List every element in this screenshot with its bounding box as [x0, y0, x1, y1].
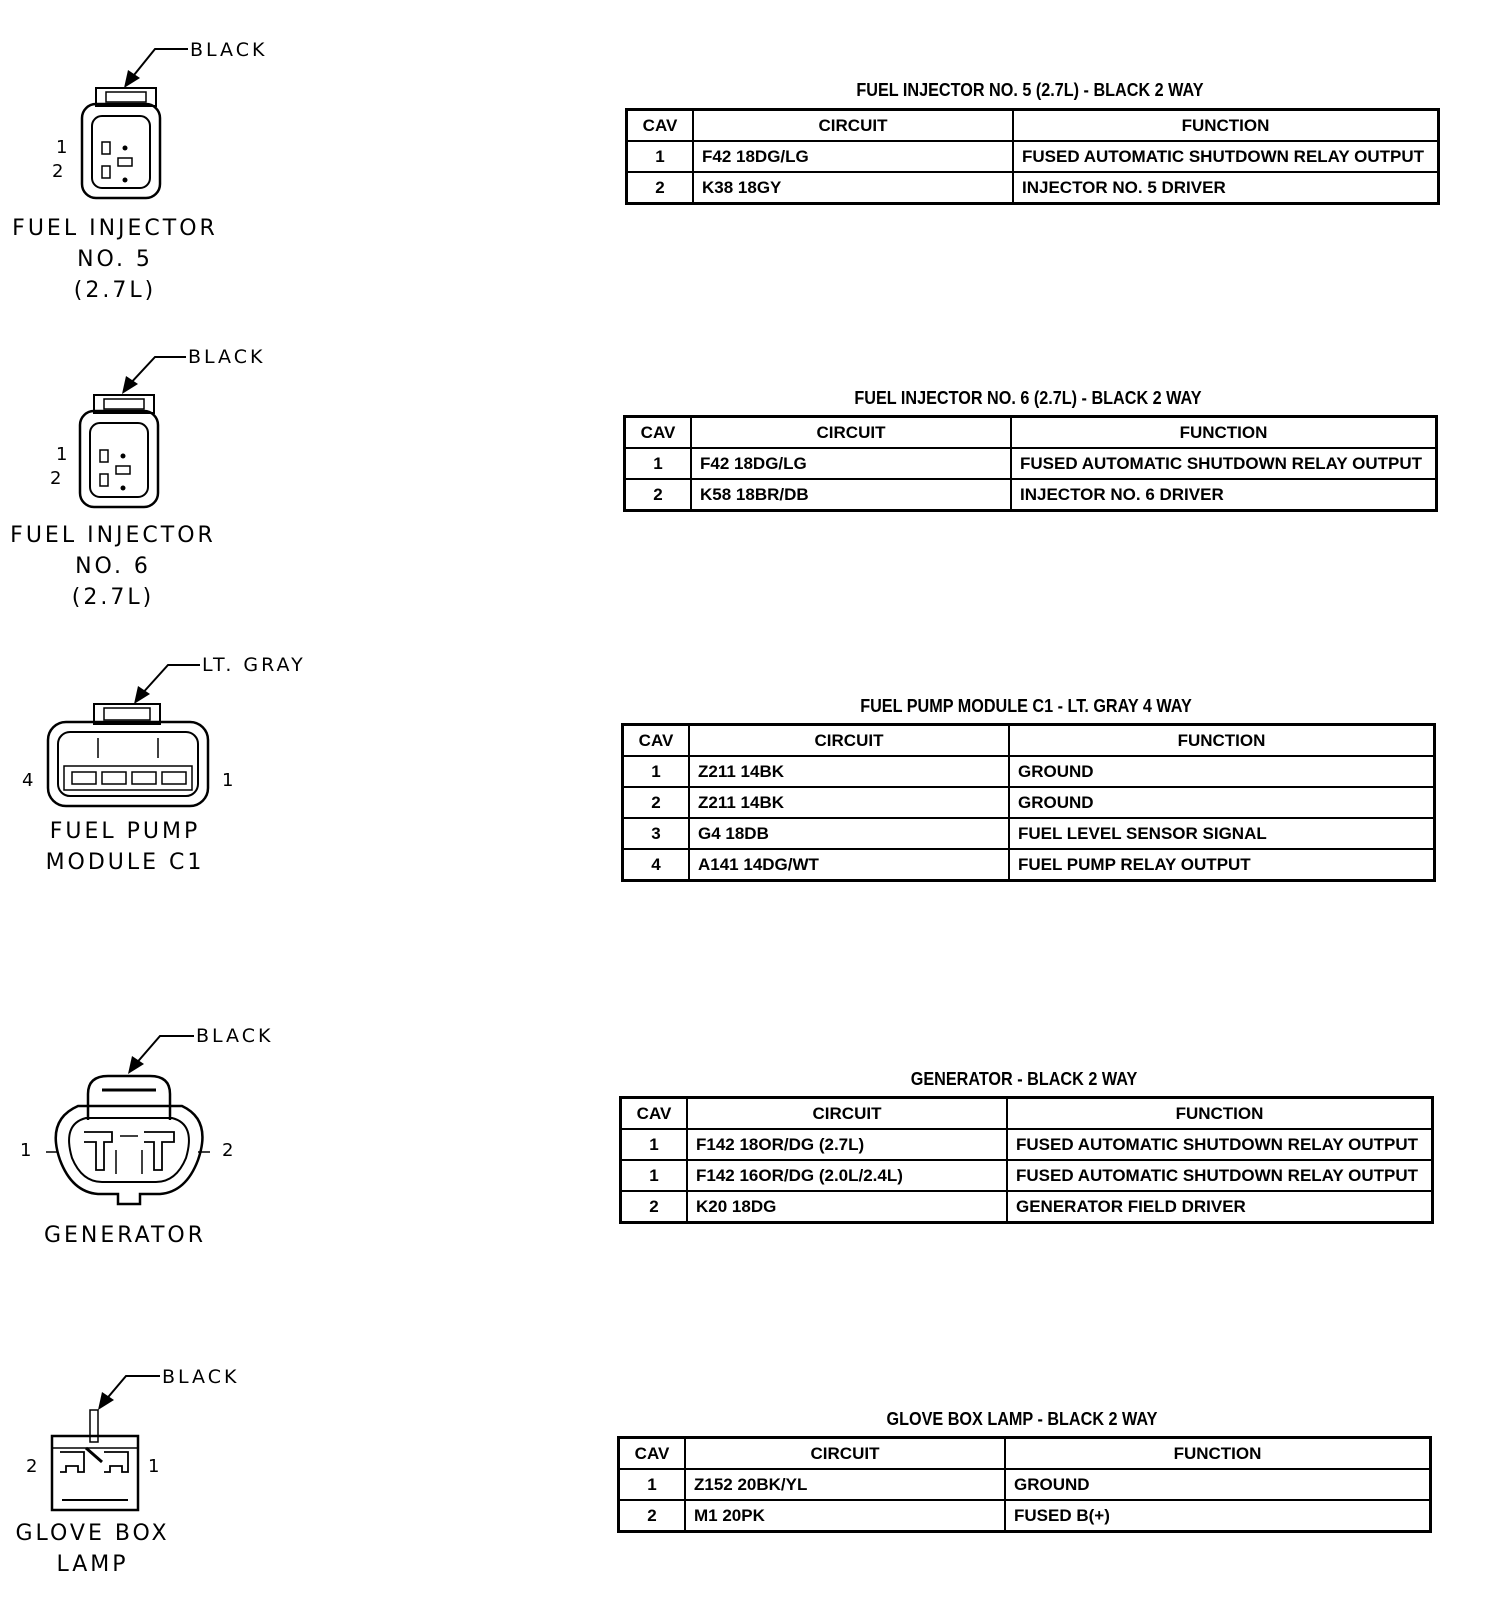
connector-name: GLOVE BOX LAMP: [15, 1521, 170, 1577]
cav-cell: 2: [627, 172, 694, 204]
glove-box-lamp-connector-icon: [0, 0, 320, 1622]
circuit-cell: A141 14DG/WT: [689, 849, 1009, 881]
header-cav: CAV: [623, 725, 690, 757]
cav-cell: 1: [619, 1469, 686, 1500]
table-header-row: [619, 1438, 1431, 1470]
pin-label: 2: [50, 468, 62, 489]
cav-cell: 1: [621, 1160, 688, 1191]
cav-cell: 2: [623, 787, 690, 818]
function-cell: FUSED B(+): [1005, 1500, 1431, 1532]
header-function: FUNCTION: [1005, 1438, 1431, 1470]
table-title: GENERATOR - BLACK 2 WAY: [910, 1069, 1138, 1089]
circuit-cell: K58 18BR/DB: [691, 479, 1011, 511]
header-circuit: CIRCUIT: [687, 1098, 1007, 1130]
pin-label: 1: [20, 1140, 32, 1161]
pin-label: 1: [148, 1456, 160, 1477]
table-row: [619, 1500, 1431, 1532]
header-circuit: CIRCUIT: [693, 110, 1013, 142]
cav-cell: 1: [623, 756, 690, 787]
table-title: FUEL PUMP MODULE C1 - LT. GRAY 4 WAY: [860, 696, 1192, 716]
cav-cell: 2: [621, 1191, 688, 1223]
pin-label: 2: [222, 1140, 234, 1161]
header-cav: CAV: [625, 417, 692, 449]
function-cell: FUSED AUTOMATIC SHUTDOWN RELAY OUTPUT: [1013, 141, 1439, 172]
cav-cell: 1: [627, 141, 694, 172]
circuit-cell: Z152 20BK/YL: [685, 1469, 1005, 1500]
function-cell: GROUND: [1005, 1469, 1431, 1500]
cav-cell: 4: [623, 849, 690, 881]
function-cell: FUEL PUMP RELAY OUTPUT: [1009, 849, 1435, 881]
function-cell: FUSED AUTOMATIC SHUTDOWN RELAY OUTPUT: [1011, 448, 1437, 479]
circuit-cell: Z211 14BK: [689, 756, 1009, 787]
header-function: FUNCTION: [1013, 110, 1439, 142]
function-cell: FUEL LEVEL SENSOR SIGNAL: [1009, 818, 1435, 849]
header-function: FUNCTION: [1007, 1098, 1433, 1130]
table-row: [619, 1469, 1431, 1500]
pin-label: 1: [56, 444, 68, 465]
circuit-cell: F42 18DG/LG: [693, 141, 1013, 172]
pinout-table: [617, 1436, 1432, 1533]
header-cav: CAV: [627, 110, 694, 142]
pin-label: 2: [52, 161, 64, 182]
function-cell: INJECTOR NO. 5 DRIVER: [1013, 172, 1439, 204]
circuit-cell: F142 18OR/DG (2.7L): [687, 1129, 1007, 1160]
circuit-cell: Z211 14BK: [689, 787, 1009, 818]
circuit-cell: K38 18GY: [693, 172, 1013, 204]
header-function: FUNCTION: [1009, 725, 1435, 757]
connector-name: GENERATOR: [43, 1223, 207, 1248]
circuit-cell: K20 18DG: [687, 1191, 1007, 1223]
function-cell: FUSED AUTOMATIC SHUTDOWN RELAY OUTPUT: [1007, 1160, 1433, 1191]
cav-cell: 3: [623, 818, 690, 849]
pin-label: 2: [26, 1456, 38, 1477]
header-cav: CAV: [621, 1098, 688, 1130]
table-title: FUEL INJECTOR NO. 6 (2.7L) - BLACK 2 WAY: [854, 388, 1202, 408]
pin-label: 4: [22, 770, 34, 791]
wire-color-label: LT. GRAY: [202, 654, 306, 676]
cav-cell: 1: [625, 448, 692, 479]
connector-name: FUEL INJECTOR NO. 5 (2.7L): [12, 216, 218, 303]
cav-cell: 1: [621, 1129, 688, 1160]
wire-color-label: BLACK: [188, 346, 266, 368]
wire-color-label: BLACK: [196, 1025, 274, 1047]
function-cell: INJECTOR NO. 6 DRIVER: [1011, 479, 1437, 511]
circuit-cell: F42 18DG/LG: [691, 448, 1011, 479]
wire-color-label: BLACK: [190, 39, 268, 61]
header-circuit: CIRCUIT: [689, 725, 1009, 757]
circuit-cell: M1 20PK: [685, 1500, 1005, 1532]
cav-cell: 2: [619, 1500, 686, 1532]
connector-name: FUEL PUMP MODULE C1: [45, 819, 205, 875]
connector-name: FUEL INJECTOR NO. 6 (2.7L): [10, 523, 216, 610]
function-cell: FUSED AUTOMATIC SHUTDOWN RELAY OUTPUT: [1007, 1129, 1433, 1160]
function-cell: GENERATOR FIELD DRIVER: [1007, 1191, 1433, 1223]
header-function: FUNCTION: [1011, 417, 1437, 449]
header-circuit: CIRCUIT: [691, 417, 1011, 449]
header-cav: CAV: [619, 1438, 686, 1470]
pin-label: 1: [56, 137, 68, 158]
function-cell: GROUND: [1009, 756, 1435, 787]
table-title: GLOVE BOX LAMP - BLACK 2 WAY: [886, 1409, 1158, 1429]
table-title: FUEL INJECTOR NO. 5 (2.7L) - BLACK 2 WAY: [856, 80, 1204, 100]
cav-cell: 2: [625, 479, 692, 511]
wire-color-label: BLACK: [162, 1366, 240, 1388]
circuit-cell: F142 16OR/DG (2.0L/2.4L): [687, 1160, 1007, 1191]
function-cell: GROUND: [1009, 787, 1435, 818]
circuit-cell: G4 18DB: [689, 818, 1009, 849]
pin-label: 1: [222, 770, 234, 791]
header-circuit: CIRCUIT: [685, 1438, 1005, 1470]
